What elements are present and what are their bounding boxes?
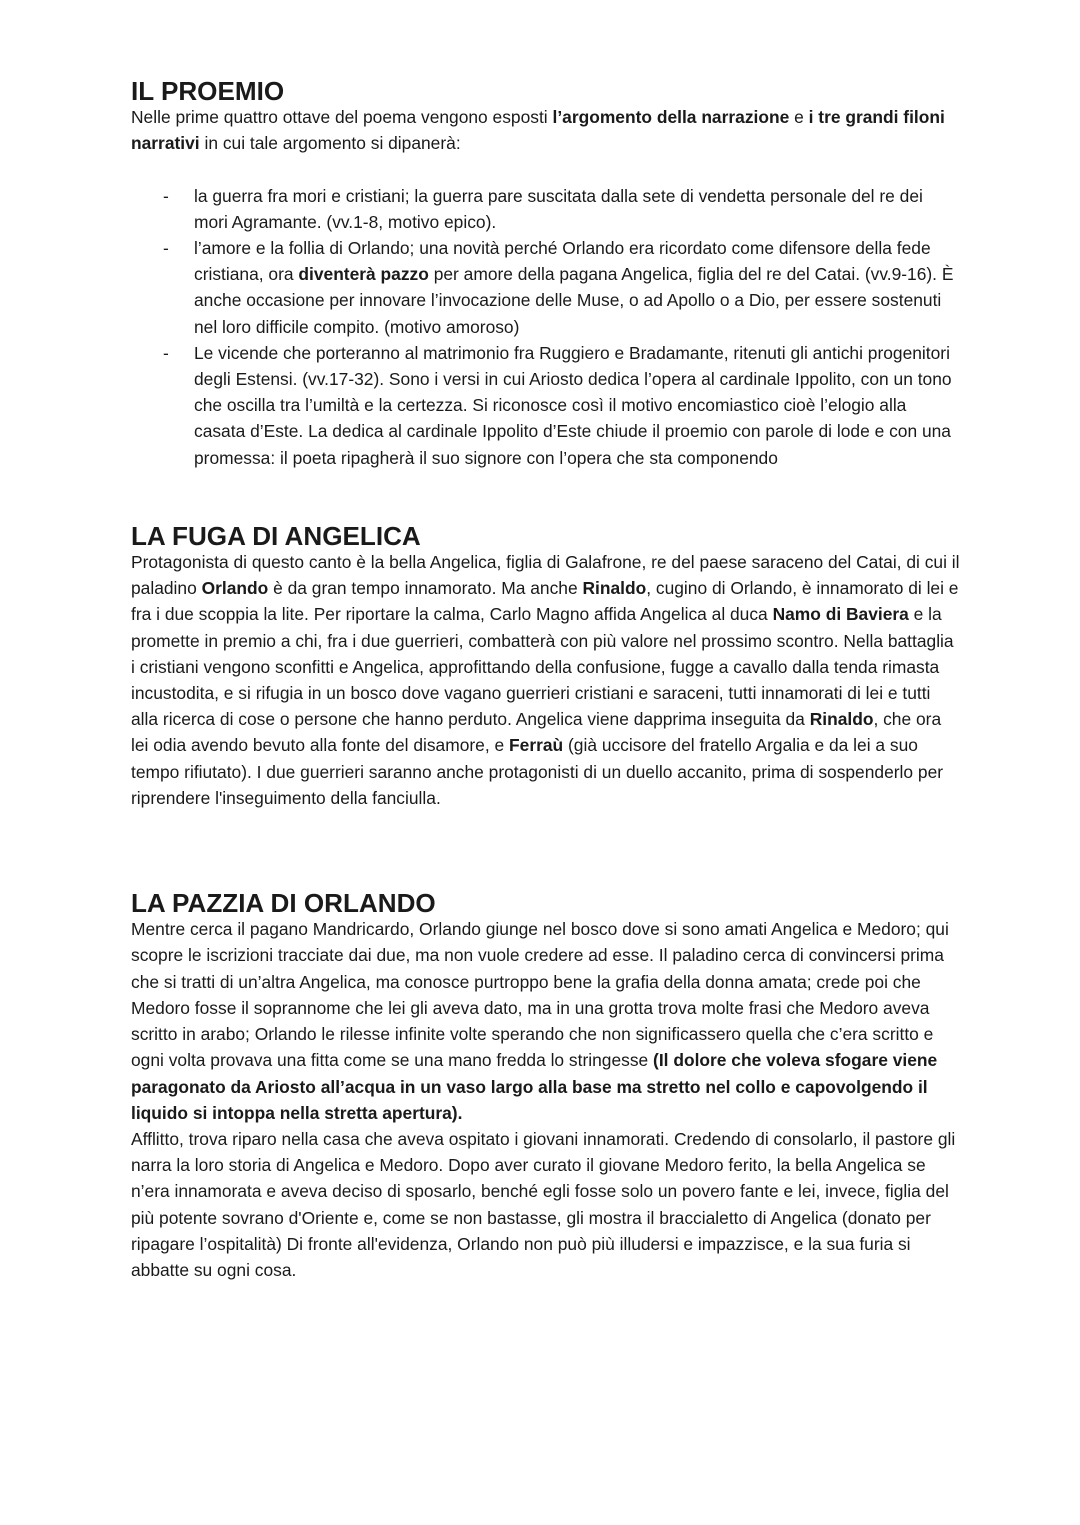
fuga-paragraph	[131, 549, 961, 811]
pazzia-paragraph-2	[131, 1126, 961, 1283]
bold-text-run: diventerà pazzo	[298, 264, 429, 285]
text-run: e la promette in premio a chi, fra i due guerrieri, combatterà con più valore nel prossimo scontro. Nella battaglia i cristiani vengono sconfitti e Angelica, approfittando della confusione, fugge a cavallo dalla tenda rimasta incustodita, e si rifugia in un bosco dove vagano guerrieri cristiani e saraceni, tutti innamorati di lei e tutti alla ricerca di cose o persone che hanno perduto. Angelica viene dapprima inseguita da	[131, 604, 954, 730]
section-heading-pazzia: LA PAZZIA DI ORLANDO	[131, 888, 436, 919]
text-run: (già uccisore del fratello Argalia e da lei a suo tempo rifiutato). I due guerrieri saranno anche protagonisti di un duello accanito, prima di sospenderlo per riprendere l'inseguimento della fanciulla.	[131, 735, 944, 808]
list-item	[131, 183, 961, 235]
bold-text-run: Rinaldo	[582, 578, 647, 599]
section-heading-fuga: LA FUGA DI ANGELICA	[131, 520, 421, 551]
text-run: Mentre cerca il pagano Mandricardo, Orlando giunge nel bosco dove si sono amati Angelica e Medoro; qui scopre le iscrizioni tracciate dai due, ma non vuole credere ad esse. Il paladino cerca di convincersi prima che si tratti di un’altra Angelica, ma conosce purtroppo bene la grafia della donna amata; crede poi che Medoro fosse il soprannome che lei gli aveva dato, ma in una grotta trova molte frasi che Medoro aveva scritto in arabo; Orlando le rilesse infinite volte sperando che non significassero quella che c’era scritto e ogni volta provava una fitta come se una mano fredda lo stringesse	[131, 919, 949, 1071]
bold-text-run: Orlando	[201, 578, 269, 599]
text-run: è da gran tempo innamorato. Ma anche	[268, 578, 583, 599]
text-run: Protagonista di questo canto è la bella Angelica, figlia di Galafrone, re del paese saraceno del Catai, di cui il paladino	[131, 552, 960, 599]
section-pazzia-di-orlando	[131, 890, 961, 1283]
text-run: per amore della pagana Angelica, figlia del re del Catai. (vv.9-16). È anche occasione per innovare l’invocazione delle Muse, o ad Apollo o a Dio, per essere sostenuti nel loro difficile compito. (motivo amoroso)	[194, 264, 954, 337]
bold-text-run: Rinaldo	[809, 709, 874, 730]
bold-text-run: l’argomento della narrazione	[552, 107, 790, 128]
proemio-intro-paragraph	[131, 104, 961, 156]
list-bullet: -	[163, 238, 169, 259]
text-run: la guerra fra mori e cristiani; la guerra pare suscitata dalla sete di vendetta personale del re dei mori Agramante. (vv.1-8, motivo epico).	[194, 185, 923, 232]
list-item	[131, 340, 961, 471]
list-bullet: -	[163, 342, 169, 363]
text-run: Afflitto, trova riparo nella casa che aveva ospitato i giovani innamorati. Credendo di consolarlo, il pastore gli narra la loro storia di Angelica e Medoro. Dopo aver curato il giovane Medoro ferito, la bella Angelica se n’era innamorata e aveva deciso di sposarlo, benché egli fosse solo un povero fante e lei, invece, figlia del più potente sovrano d'Oriente e, come se non bastasse, gli mostra il braccialetto di Angelica (donato per ripagare l’ospitalità) Di fronte all'evidenza, Orlando non può più illudersi e impazzisce, e la sua furia si abbatte su ogni cosa.	[131, 1128, 956, 1280]
list-item-text	[194, 186, 923, 232]
bold-text-run: (Il dolore che voleva sfogare viene paragonato da Ariosto all’acqua in un vaso largo alla base ma stretto nel collo e capovolgendo il liquido si intoppa nella stretta apertura).	[131, 1050, 938, 1123]
text-run: Le vicende che porteranno al matrimonio fra Ruggiero e Bradamante, ritenuti gli antichi progenitori degli Estensi. (vv.17-32). Sono i versi in cui Ariosto dedica l’opera al cardinale Ippolito, con un tono che oscilla tra l’umiltà e la certezza. Si riconosce così il motivo encomiastico cioè l’elogio alla casata d’Este. La dedica al cardinale Ippolito d’Este chiude il proemio con parole di lode e con una promessa: il poeta ripagherà il suo signore con l’opera che sta componendo	[194, 342, 952, 468]
section-heading-proemio: IL PROEMIO	[131, 76, 285, 106]
text-run: e	[789, 107, 809, 128]
section-proemio	[131, 78, 961, 471]
list-bullet: -	[163, 185, 169, 206]
list-item-text	[194, 343, 952, 468]
bold-text-run: i tre grandi filoni narrativi	[131, 107, 945, 154]
section-fuga-di-angelica	[131, 520, 961, 811]
proemio-narrative-list	[131, 183, 961, 471]
text-run: , cugino di Orlando, è innamorato di lei e fra i due scoppia la lite. Per riportare la calma, Carlo Magno affida Angelica al duca	[131, 578, 959, 625]
list-item-text	[194, 238, 953, 337]
text-run: in cui tale argomento si dipanerà:	[199, 133, 461, 154]
text-run: , che ora lei odia avendo bevuto alla fonte del disamore, e	[131, 709, 942, 756]
text-run: l’amore e la follia di Orlando; una novità perché Orlando era ricordato come difensore della fede cristiana, ora	[194, 238, 931, 285]
pazzia-paragraph-1	[131, 916, 961, 1126]
bold-text-run: Namo di Baviera	[772, 604, 909, 625]
text-run: Nelle prime quattro ottave del poema vengono esposti	[131, 107, 553, 128]
list-item	[131, 235, 961, 340]
bold-text-run: Ferraù	[509, 735, 564, 756]
document-page	[131, 78, 961, 1283]
